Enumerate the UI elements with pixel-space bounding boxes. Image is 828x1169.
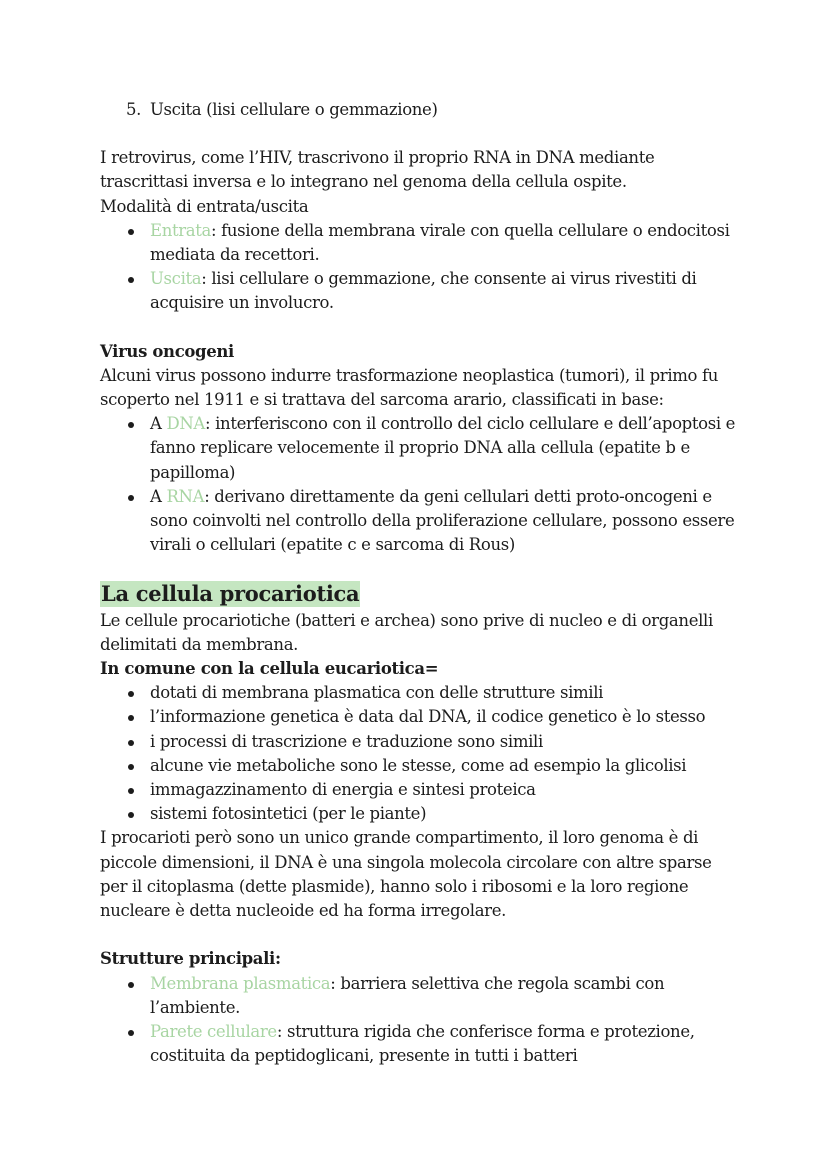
list-item (100, 972, 740, 1020)
list-item: alcune vie metaboliche sono le stesse, come ad esempio la glicolisi (100, 754, 740, 778)
list-item (100, 485, 740, 558)
spacer (100, 557, 740, 571)
list-item (100, 1020, 740, 1068)
item-text: : lisi cellulare o gemmazione, che consente ai virus rivestiti di acquisire un involucro. (150, 269, 697, 313)
procariotica-intro: Le cellule procariotiche (batteri e archea) sono prive di nucleo e di organelli delimitati da membrana. (100, 610, 713, 654)
comune-title: In comune con la cellula eucariotica= (100, 659, 439, 679)
oncogeni-list (100, 412, 740, 557)
list-item: dotati di membrana plasmatica con delle strutture simili (100, 681, 740, 705)
item-text: : fusione della membrana virale con quella cellulare o endocitosi mediata da recettori. (150, 220, 730, 265)
oncogeni-title: Virus oncogeni (100, 341, 234, 361)
procarioti-paragraph: I procarioti però sono un unico grande compartimento, il loro genoma è di piccole dimensioni, il DNA è una singola molecola circolare con altre sparse per il citoplasma (dette plasmide), hanno solo i ribosomi e la loro regione nucleare è detta nucleoide ed ha forma irregolare. (100, 828, 712, 921)
list-item: immagazzinamento di energia e sintesi proteica (100, 778, 740, 802)
modalita-list (100, 219, 740, 316)
strutture-title: Strutture principali: (100, 949, 281, 969)
oncogeni-intro: Alcuni virus possono indurre trasformazione neoplastica (tumori), il primo fu scoperto nel 1911 e si trattava del sarcoma arario, classificati in base: (100, 365, 719, 410)
list-item: i processi di trascrizione e traduzione sono simili (100, 730, 740, 754)
term-highlight: RNA (166, 486, 205, 506)
item-text: : interferiscono con il controllo del ciclo cellulare e dell’apoptosi e fanno replicare velocemente il proprio DNA alla cellula (epatite b e papilloma) (150, 414, 736, 482)
item-prefix: A (150, 486, 167, 506)
retrovirus-paragraph (100, 146, 740, 194)
list-number: 5. (126, 100, 142, 119)
term-highlight: Uscita (150, 269, 202, 289)
term-highlight: Membrana plasmatica (150, 973, 331, 993)
comune-list (100, 681, 740, 826)
item-text: : barriera selettiva che regola scambi con l’ambiente. (150, 973, 665, 1017)
list-item: sistemi fotosintetici (per le piante) (100, 802, 740, 826)
spacer (100, 316, 740, 340)
spacer (100, 122, 740, 146)
modalita-title: Modalità di entrata/uscita (100, 196, 309, 216)
list-item-text: Uscita (lisi cellulare o gemmazione) (150, 100, 438, 119)
term-highlight: DNA (166, 414, 206, 434)
list-item (100, 412, 740, 485)
strutture-list (100, 972, 740, 1069)
document-body (100, 98, 740, 1068)
item-text: : struttura rigida che conferisce forma e protezione, costituita da peptidoglicani, presente in tutti i batteri (150, 1021, 695, 1066)
section-heading: La cellula procariotica (101, 581, 360, 607)
spacer (100, 923, 740, 947)
paragraph-line: I retrovirus, come l’HIV, trascrivono il proprio RNA in DNA mediante (100, 148, 655, 168)
numbered-list-item (100, 98, 740, 122)
list-item (100, 219, 740, 267)
list-item (100, 267, 740, 315)
term-highlight: Parete cellulare (150, 1021, 277, 1041)
term-highlight: Entrata (150, 220, 212, 240)
paragraph-line: trascrittasi inversa e lo integrano nel genoma della cellula ospite. (100, 172, 627, 192)
list-item: l’informazione genetica è data dal DNA, il codice genetico è lo stesso (100, 705, 740, 729)
item-text: : derivano direttamente da geni cellulari detti proto-oncogeni e sono coinvolti nel controllo della proliferazione cellulare, possono essere virali o cellulari (epatite c e sarcoma di Rous) (150, 486, 735, 555)
item-prefix: A (150, 414, 167, 434)
